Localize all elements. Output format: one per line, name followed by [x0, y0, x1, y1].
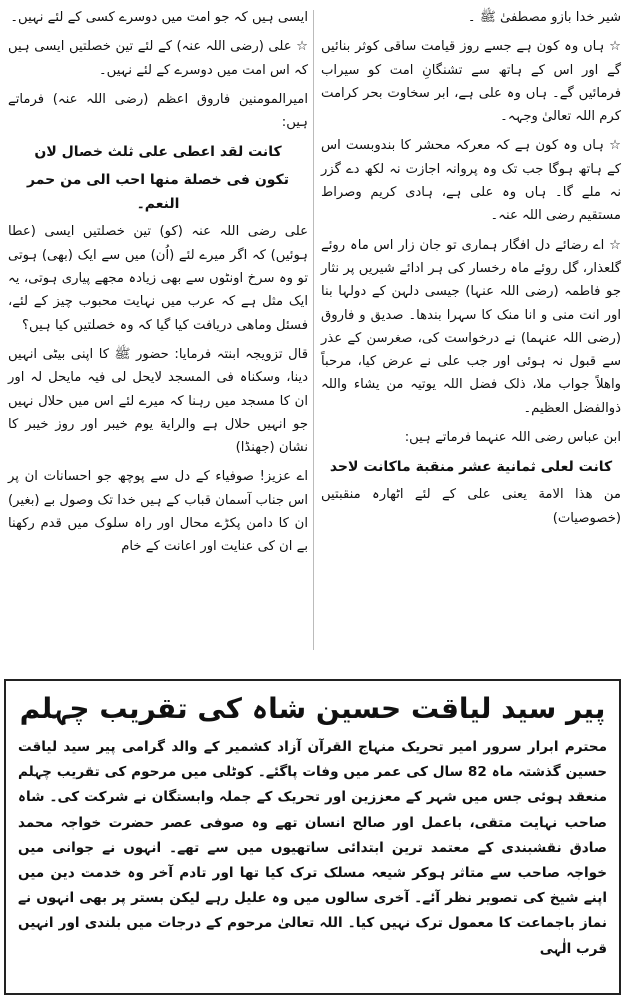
paragraph: قال تزویجہ ابنتہ فرمایا: حضور ﷺ کا اپنی بیٹی انہیں دینا، وسکناہ فی المسجد لایحل لی فیہ مایحل لہ اور ان کا مسجد میں رہنا کہ میرے لئے اس میں حلال نہیں جو انہیں حلال ہے والرایة یوم خیبر اور روز خیبر کا نشان (جھنڈا)	[8, 346, 308, 456]
arabic-quote: تکون فی خصلة منھا احب الی من حمر النعم۔	[27, 172, 289, 213]
paragraph: من ھذا الامة یعنی علی کے لئے اٹھارہ منقبتیں (خصوصیات)	[321, 487, 621, 526]
column-divider	[313, 10, 314, 650]
paragraph: اے عزیز! صوفیاء کے دل سے پوچھ جو احسانات ان پر اس جناب آسمان قباب کے ہیں خدا تک وصول بے (بغیر) ان کا دامن پکڑے محال اور راہ سلوک میں قدم رکھنا بے ان کی عنایت اور اعانت کے خام	[8, 469, 308, 555]
news-box-title: پیر سید لیاقت حسین شاہ کی تقریب چہلم	[19, 692, 606, 725]
paragraph: ☆ ہاں وہ کون ہے کہ معرکہ محشر کا بندوبست اس کے ہاتھ ہوگا جب تک وہ پروانہ اجازت نہ لکھ دے گزر نہ ملے گا۔ ہاں وہ علی ہے، ہادی کریم وصراط مستقیم رضی اللہ عنہ۔	[321, 138, 621, 224]
news-box	[4, 679, 621, 995]
paragraph: علی رضی اللہ عنہ (کو) تین خصلتیں ایسی (عطا ہوئیں) کہ اگر میرے لئے (اُن) میں سے ایک (بھی) ہوتی تو وہ سرخ اونٹوں سے بھی زیادہ مجھے پیاری ہوتی، یہ ایک مثل ہے کہ عرب میں نہایت محبوب چیز کے لئے، فسئل وماھی دریافت کیا گیا کہ وہ خصلتیں کیا ہیں؟	[8, 224, 308, 333]
arabic-quote: کانت لقد اعطی علی ثلث خصال لان	[34, 144, 282, 161]
paragraph: ☆ اے رضائے دل افگار ہماری تو جان زار اس ماہ روئے گلعذار، گل روئے ماہ رخسار کی ہر ادائے شیریں پر نثار جو فاطمہ (رضی اللہ عنہا) جیسی دلہن کے دولہا بنا اور انت منی و انا منک کا سہرا بندھا۔ صدیق و فاروق (رضی اللہ عنہما) نے درخواست کی، صغرسن کے عذر سے قبول نہ ہوئی اور جب علی نے عرض کیا، مرحباً واھلاً جواب ملا، ذلک فضل اللہ یوتیہ من یشاء واللہ ذوالفضل العظیم۔	[321, 237, 621, 416]
paragraph: امیرالمومنین فاروق اعظم (رضی اللہ عنہ) فرماتے ہیں:	[8, 91, 308, 131]
paragraph: ابن عباس رضی اللہ عنہما فرماتے ہیں:	[404, 430, 621, 446]
paragraph: ☆ علی (رضی اللہ عنہ) کے لئے تین خصلتیں ایسی ہیں کہ اس امت میں دوسرے کے لئے نہیں۔	[8, 39, 308, 78]
right-column	[321, 6, 621, 536]
paragraph: ایسی ہیں کہ جو امت میں دوسرے کسی کے لئے نہیں۔	[10, 10, 308, 25]
left-column	[8, 6, 308, 565]
paragraph: شیر خدا بازو مصطفیٰ ﷺ ۔	[467, 10, 621, 25]
news-box-body: محترم ابرار سرور امیر تحریک منہاج القرآن آزاد کشمیر کے والد گرامی پیر سید لیاقت حسین گذشتہ ماہ 82 سال کی عمر میں وفات پاگئے۔ کوٹلی میں مرحوم کی تقریب چہلم منعقد ہوئی جس میں شہر کے معززین اور تحریک کے جملہ وابستگان نے شرکت کی۔ شاہ صاحب نہایت متقی، باعمل اور صالح انسان تھے وہ صوفی عصر حضرت خواجہ محمد صادق نقشبندی کے معتمد ترین ابتدائی ساتھیوں میں سے تھے۔ انہوں نے جوانی میں خواجہ صاحب سے متاثر ہوکر شیعہ مسلک ترک کیا تھا اور تادم آخر وہ خدمت دین میں اپنے شیخ کی تصویر نظر آئے۔ آخری سالوں میں وہ علیل رہے لیکن بستر پر بھی انہوں نے نماز باجماعت کا معمول ترک نہیں کیا۔ اللہ تعالیٰ مرحوم کے درجات میں بلندی اور انہیں قرب الٰہی	[18, 739, 607, 957]
arabic-quote: کانت لعلی ثمانیة عشر منقبة ماکانت لاحد	[329, 459, 613, 476]
paragraph: ☆ ہاں وہ کون ہے جسے روز قیامت ساقی کوثر بنائیں گے اور اس کے ہاتھ سے تشنگانِ امت کو سیراب فرمائیں گے۔ ہاں وہ علی ہے، ابر سخاوت بحر کرامت کرم اللہ تعالیٰ وجہہ۔	[321, 39, 621, 125]
